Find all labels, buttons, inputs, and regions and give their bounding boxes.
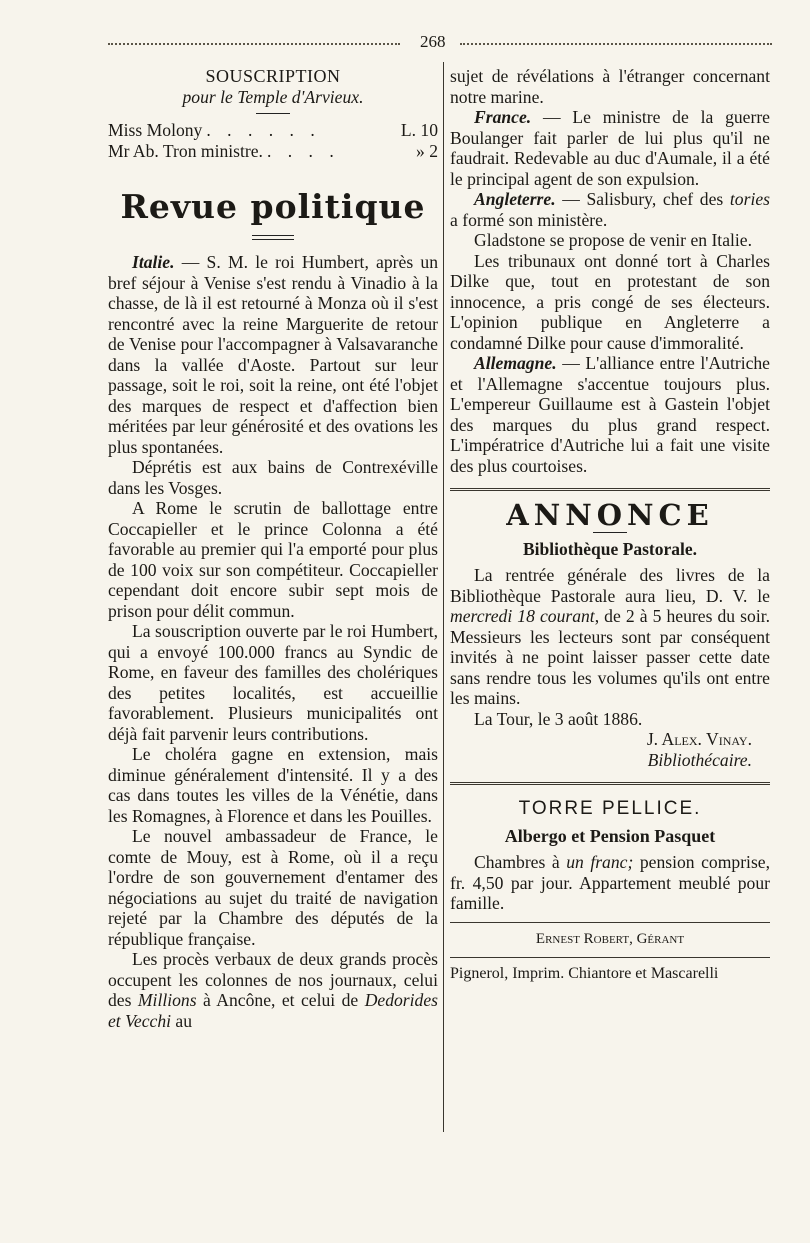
printer-line: Pignerol, Imprim. Chiantore et Mascarelli	[450, 965, 719, 982]
text-fragment: Les procès verbaux de deux grands procès occupent les colonnes de nos journaux, celui des	[108, 949, 438, 1010]
subscriber-name: Miss Molony	[108, 120, 203, 140]
article-paragraph: Les tribunaux ont donné tort à Charles Dilke que, tout en protestant de son innocence, a pris congé de ses électeurs. L'opinion publique en Angleterre a condamné Dilke pour cause d'immoralité.	[450, 250, 770, 353]
article-paragraph: Le choléra gagne en extension, mais diminue généralement d'intensité. Il y a des cas dans toutes les villes de la Vénétie, dans les Romagnes, à Florence et dans les Pouilles.	[108, 744, 438, 826]
subscription-amount: L. 10	[400, 120, 438, 140]
text-fragment: au	[171, 1010, 193, 1031]
annonce-heading: ANNONCE	[506, 498, 714, 532]
italic-fragment: un franc;	[566, 852, 634, 872]
country-label: Allemagne.	[474, 353, 557, 373]
short-dash-rule	[256, 113, 290, 114]
place-date: La Tour, le 3 août 1886.	[474, 708, 643, 729]
text-fragment: La rentrée générale des livres de la Bibliothèque Pastorale aura lieu, D. V. le	[450, 565, 770, 606]
subscription-amount: » 2	[416, 140, 438, 161]
subscriber-name: Mr Ab. Tron ministre.	[108, 140, 263, 161]
article-continuation: sujet de révélations à l'étranger concernant notre marine.	[450, 66, 770, 107]
right-column	[450, 66, 770, 985]
page-header	[108, 32, 772, 56]
article-text: — Le ministre de la guerre Boulanger fait parler de lui plus qu'il ne faudrait. Redevable au duc d'Aumale, il a été le principal agent de son expulsion.	[450, 107, 770, 189]
article-paragraph: Gladstone se propose de venir en Italie.	[474, 230, 752, 250]
country-label: Italie.	[132, 252, 175, 272]
italic-fragment: tories	[729, 189, 770, 209]
article-allemagne	[450, 353, 770, 476]
article-angleterre	[450, 189, 770, 230]
article-paragraph-last	[108, 949, 438, 1031]
signature-role: Bibliothécaire.	[647, 749, 752, 770]
footer-rule	[450, 957, 770, 958]
left-column	[108, 66, 438, 1031]
article-italie	[108, 252, 438, 457]
leader-dots: . . . . . .	[206, 120, 321, 140]
article-paragraph: La souscription ouverte par le roi Humbert, qui a envoyé 100.000 francs au Syndic de Rome, en faveur des familles des cholériques des petites localités, est accueillie favorablement. Plusieurs municipalités ont déjà fait parvenir leurs contributions.	[108, 621, 438, 744]
article-text: — S. M. le roi Humbert, après un bref séjour à Venise s'est rendu à Vinadio à la chasse, de là il est retourné à Monza où il s'est rencontré avec la reine Marguerite de retour de Venise pour l'accompagner à Valsavaranche dans la vallée d'Aoste. Partout sur leur passage, soit le roi, soit la reine, ont été l'objet des marques de respect et d'affection bien méritées par leur générosité et des ovations les plus spontanées.	[108, 252, 438, 457]
country-label: Angleterre.	[474, 189, 556, 209]
albergo-title: Albergo et Pension Pasquet	[504, 825, 716, 846]
text-fragment: , de 2 à 5 heures du soir. Messieurs les lecteurs sont par conséquent invités à ne point laisser passer cette date sans rendre tous les volumes qu'ils ont entre les mains.	[450, 606, 771, 708]
column-divider	[443, 62, 444, 1132]
italic-fragment: Dedorides et Vecchi	[108, 990, 438, 1031]
section-separator	[450, 782, 770, 785]
signature-name: J. Alex. Vinay.	[646, 729, 752, 749]
italic-fragment: Millions	[137, 990, 197, 1010]
header-ornament-left	[108, 43, 400, 51]
article-text: — L'alliance entre l'Autriche et l'Allemagne s'accentue toujours plus. L'empereur Guillaume est à Gastein l'objet des marques du plus grand respect. L'impératrice d'Autriche lui a fait une visite des plus courtoises.	[450, 353, 770, 476]
country-label: France.	[474, 107, 532, 127]
subscription-row	[108, 141, 438, 162]
subscription-title: SOUSCRIPTION	[205, 66, 341, 86]
section-separator	[450, 488, 770, 491]
subscription-subtitle: pour le Temple d'Arvieux.	[182, 86, 364, 107]
subscription-row	[108, 120, 438, 141]
bibliotheque-notice	[450, 565, 770, 709]
article-paragraph: A Rome le scrutin de ballottage entre Coccapieller et le prince Colonna a été favorable au premier qui l'a emporté pour plus de 100 voix sur son compétiteur. Coccapieller cependant doit encore subir sept mois de prison pour délit commun.	[108, 498, 438, 621]
article-paragraph: Déprétis est aux bains de Contrexéville dans les Vosges.	[108, 457, 438, 498]
gerant-line: Ernest Robert, Gérant	[535, 930, 685, 947]
bibliotheque-title: Bibliothèque Pastorale.	[522, 538, 698, 559]
header-ornament-right	[460, 43, 772, 51]
text-fragment: a formé son ministère.	[450, 209, 608, 230]
albergo-notice	[450, 852, 770, 914]
footer-rule	[450, 922, 770, 923]
text-fragment: — Salisbury, chef des	[555, 189, 730, 209]
italic-fragment: mercredi 18 courant	[450, 606, 595, 626]
text-fragment: pension comprise, fr. 4,50 par jour. Appartement meublé pour famille.	[450, 852, 770, 913]
torre-heading: TORRE PELLICE.	[518, 798, 702, 819]
leader-dots: . . . .	[266, 140, 340, 161]
text-fragment: Chambres à	[474, 852, 567, 872]
article-paragraph: Le nouvel ambassadeur de France, le comte de Mouy, est à Rome, où il a reçu l'ordre de son gouvernement d'entamer des négociations au sujet du traité de navigation rejeté par la Chambre des députés de la république française.	[108, 826, 438, 949]
section-title: Revue politique	[120, 187, 426, 226]
double-rule	[252, 235, 294, 240]
text-fragment: à Ancône, et celui de	[196, 990, 365, 1010]
page-number: 268	[420, 32, 446, 51]
article-france	[450, 107, 770, 189]
